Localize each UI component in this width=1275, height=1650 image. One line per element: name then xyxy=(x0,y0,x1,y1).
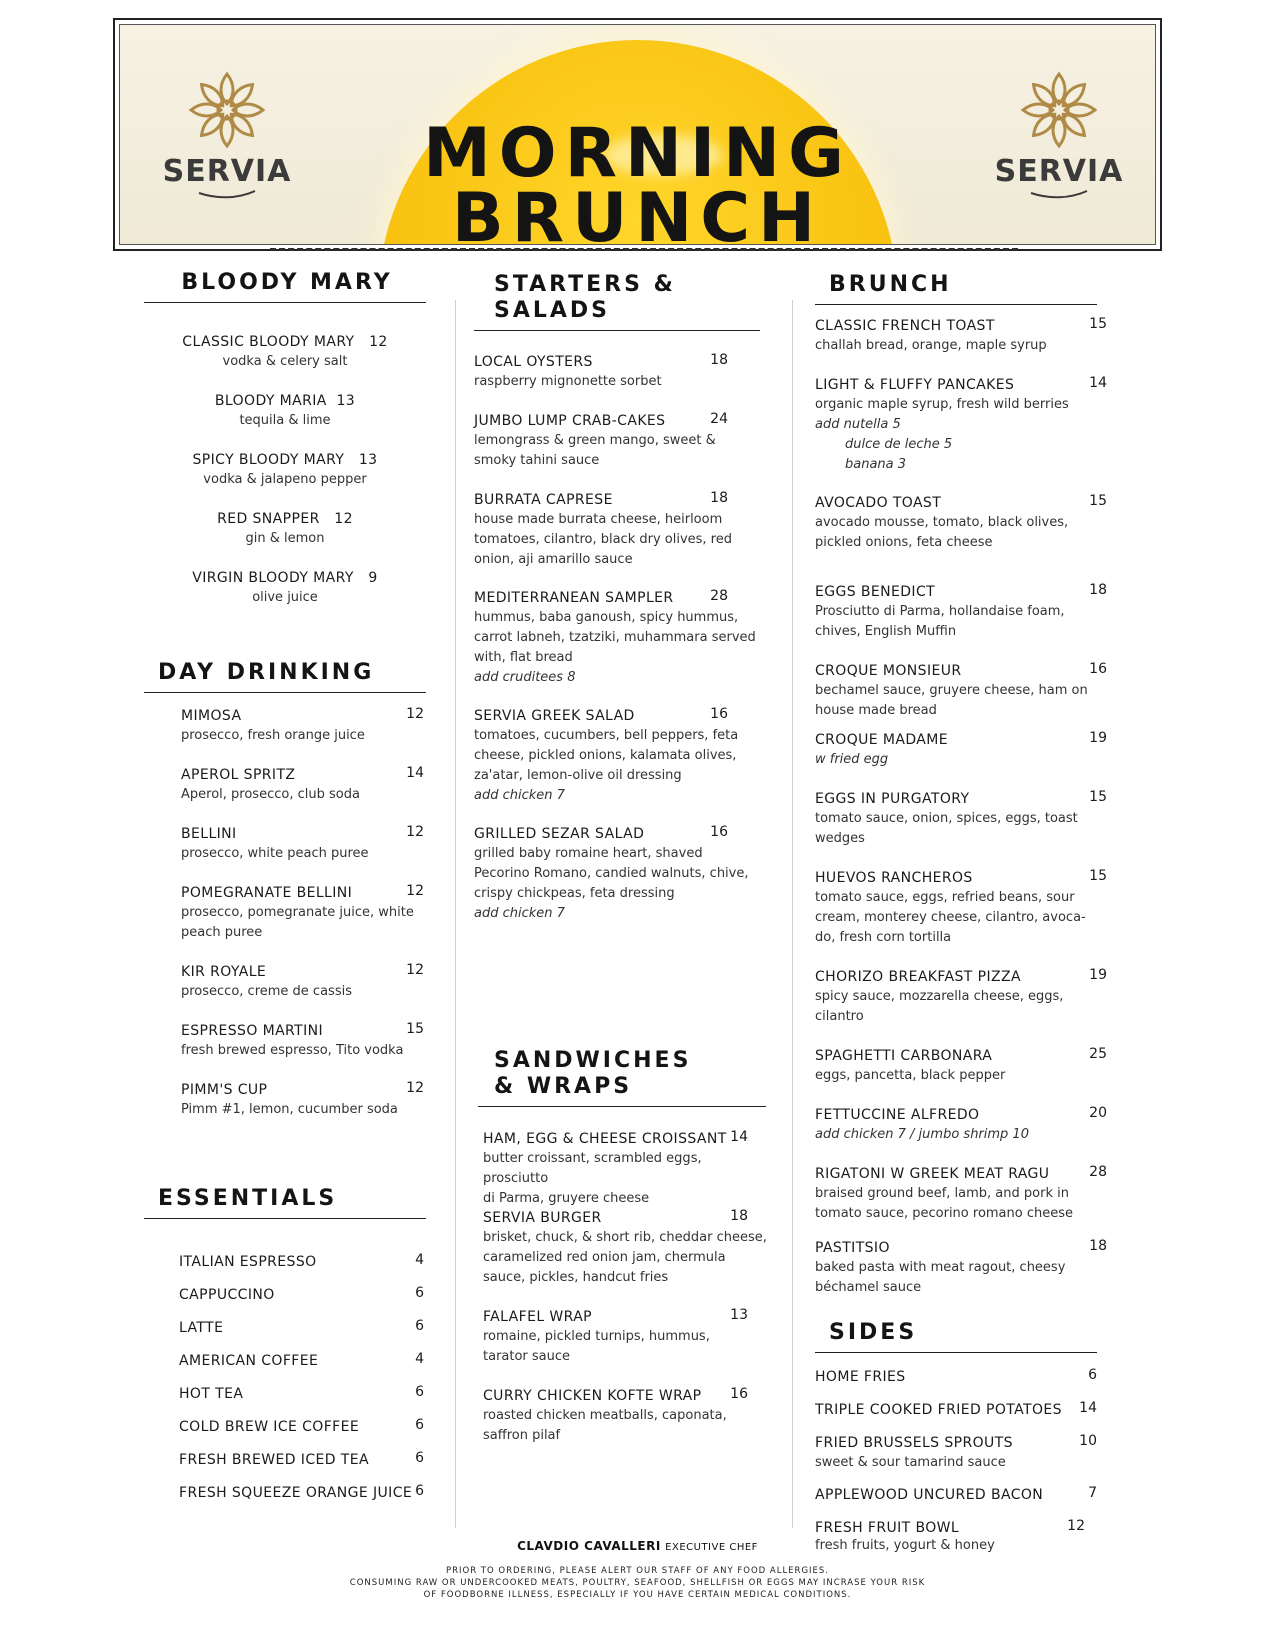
menu-item xyxy=(815,1046,1107,1086)
item-description: prosecco, pomegranate juice, white xyxy=(181,905,414,920)
menu-item xyxy=(474,352,760,392)
item-name: FRIED BRUSSELS SPROUTS xyxy=(815,1435,1013,1451)
item-description: vodka & celery salt xyxy=(222,354,348,369)
chef-name: CLAVDIO CAVALLERI xyxy=(517,1539,661,1553)
item-description: béchamel sauce xyxy=(815,1280,922,1295)
item-name: LIGHT & FLUFFY PANCAKES xyxy=(815,377,1015,393)
menu-item xyxy=(815,493,1107,553)
item-price: 15 xyxy=(1089,493,1107,509)
menu-item xyxy=(483,1307,768,1367)
item-description: tequila & lime xyxy=(239,413,331,428)
item-description: organic maple syrup, fresh wild berries xyxy=(815,397,1069,412)
section-title: SIDES xyxy=(829,1320,918,1345)
item-price: 18 xyxy=(1089,1238,1107,1254)
item-name: CHORIZO BREAKFAST PIZZA xyxy=(815,969,1021,985)
item-price: 9 xyxy=(368,570,378,586)
item-name: CROQUE MADAME xyxy=(815,732,948,748)
item-price: 19 xyxy=(1089,730,1107,746)
item-price: 13 xyxy=(730,1307,748,1323)
menu-item xyxy=(815,661,1107,721)
item-description: vodka & jalapeno pepper xyxy=(203,472,367,487)
item-price: 24 xyxy=(710,411,728,427)
item-description: Pimm #1, lemon, cucumber soda xyxy=(181,1102,398,1117)
item-description: bechamel sauce, gruyere cheese, ham on xyxy=(815,683,1088,698)
menu-item xyxy=(815,1164,1107,1224)
item-price: 15 xyxy=(1089,868,1107,884)
item-description: carrot labneh, tzatziki, muhammara served xyxy=(474,630,756,645)
item-name: HAM, EGG & CHEESE CROISSANT xyxy=(483,1131,727,1147)
item-name: AVOCADO TOAST xyxy=(815,495,942,511)
item-description: crispy chickpeas, feta dressing xyxy=(474,886,675,901)
item-description: Aperol, prosecco, club soda xyxy=(181,787,360,802)
item-name: PIMM'S CUP xyxy=(181,1082,268,1098)
item-price: 16 xyxy=(710,824,728,840)
item-name: HOME FRIES xyxy=(815,1369,906,1385)
item-name: EGGS BENEDICT xyxy=(815,584,936,600)
item-price: 4 xyxy=(415,1351,424,1367)
item-description: Pecorino Romano, candied walnuts, chive, xyxy=(474,866,749,881)
item-price: 14 xyxy=(1089,375,1107,391)
menu-item xyxy=(179,1483,424,1503)
section-essentials xyxy=(144,1186,426,1219)
item-name: FRESH FRUIT BOWL xyxy=(815,1520,960,1536)
item-description: olive juice xyxy=(252,590,318,605)
section-sandwiches-wraps xyxy=(478,1048,766,1107)
item-price: 28 xyxy=(1089,1164,1107,1180)
item-price: 12 xyxy=(406,962,424,978)
flower-logo-icon xyxy=(1019,70,1099,150)
item-name: MEDITERRANEAN SAMPLER xyxy=(474,590,674,606)
item-addon: add chicken 7 / jumbo shrimp 10 xyxy=(815,1127,1029,1142)
item-description: cream, monterey cheese, cilantro, avoca- xyxy=(815,910,1086,925)
item-description: tomato sauce, onion, spices, eggs, toast xyxy=(815,811,1078,826)
brand-wordmark: SERVIA xyxy=(162,154,292,189)
section-title: DAY DRINKING xyxy=(158,660,375,685)
item-price: 6 xyxy=(415,1450,424,1466)
item-description: braised ground beef, lamb, and pork in xyxy=(815,1186,1069,1201)
food-safety-notice: CONSUMING RAW OR UNDERCOOKED MEATS, POULTRY, SEAFOOD, SHELLFISH OR EGGS MAY INCRASE YOUR RISK xyxy=(349,1578,926,1588)
item-description: prosecco, white peach puree xyxy=(181,846,369,861)
item-description: prosecco, creme de cassis xyxy=(181,984,352,999)
item-name: EGGS IN PURGATORY xyxy=(815,791,970,807)
banner-inner xyxy=(119,24,1156,245)
section-rule xyxy=(815,1352,1097,1353)
section-title: BLOODY MARY xyxy=(181,270,393,295)
item-price: 18 xyxy=(710,490,728,506)
item-description: tomatoes, cucumbers, bell peppers, feta xyxy=(474,728,739,743)
item-description: peach puree xyxy=(181,925,263,940)
header-dashed-divider xyxy=(270,248,1018,251)
item-price: 19 xyxy=(1089,967,1107,983)
item-description: cilantro xyxy=(815,1009,864,1024)
item-price: 15 xyxy=(1089,789,1107,805)
menu-item xyxy=(144,332,426,372)
item-name: GRILLED SEZAR SALAD xyxy=(474,826,645,842)
menu-item xyxy=(483,1386,768,1446)
item-name: TRIPLE COOKED FRIED POTATOES xyxy=(815,1402,1062,1418)
menu-item xyxy=(179,1384,424,1404)
item-price: 20 xyxy=(1089,1105,1107,1121)
item-description: eggs, pancetta, black pepper xyxy=(815,1068,1006,1083)
menu-item xyxy=(815,1400,1097,1420)
item-description: baked pasta with meat ragout, cheesy xyxy=(815,1260,1066,1275)
item-name: SERVIA GREEK SALAD xyxy=(474,708,635,724)
section-brunch xyxy=(815,272,1097,305)
menu-item xyxy=(179,1417,424,1437)
section-rule xyxy=(478,1106,766,1107)
brand-wordmark: SERVIA xyxy=(994,154,1124,189)
section-title-line-2: & WRAPS xyxy=(494,1074,633,1099)
item-description: gin & lemon xyxy=(245,531,325,546)
item-description: Prosciutto di Parma, hollandaise foam, xyxy=(815,604,1065,619)
item-price: 15 xyxy=(1089,316,1107,332)
executive-chef-credit xyxy=(0,1539,1275,1553)
item-price: 7 xyxy=(1088,1485,1097,1501)
section-rule xyxy=(474,330,760,331)
item-addon: banana 3 xyxy=(845,457,907,472)
item-price: 12 xyxy=(406,1080,424,1096)
menu-item xyxy=(474,490,760,570)
item-name: FETTUCCINE ALFREDO xyxy=(815,1107,980,1123)
item-description: smoky tahini sauce xyxy=(474,453,600,468)
menu-item xyxy=(815,1367,1097,1387)
item-description: caramelized red onion jam, chermula xyxy=(483,1250,726,1265)
item-price: 6 xyxy=(415,1318,424,1334)
menu-item xyxy=(483,1129,768,1209)
item-description: raspberry mignonette sorbet xyxy=(474,374,662,389)
item-price: 12 xyxy=(406,706,424,722)
menu-item xyxy=(815,1433,1097,1473)
item-name: ITALIAN ESPRESSO xyxy=(179,1254,317,1270)
item-description: grilled baby romaine heart, shaved xyxy=(474,846,703,861)
section-rule xyxy=(144,1218,426,1219)
item-description: avocado mousse, tomato, black olives, xyxy=(815,515,1069,530)
menu-item xyxy=(181,1080,426,1120)
menu-title-line-2: BRUNCH xyxy=(451,179,824,245)
item-description: sweet & sour tamarind sauce xyxy=(815,1455,1006,1470)
item-price: 18 xyxy=(710,352,728,368)
menu-item xyxy=(144,509,426,549)
section-day-drinking xyxy=(144,660,426,693)
menu-item xyxy=(144,568,426,608)
item-price: 4 xyxy=(415,1252,424,1268)
item-name: RIGATONI W GREEK MEAT RAGU xyxy=(815,1166,1050,1182)
item-name: POMEGRANATE BELLINI xyxy=(181,885,353,901)
item-description: tarator sauce xyxy=(483,1349,571,1364)
section-title-line-2: SALADS xyxy=(494,298,611,323)
section-bloody-mary xyxy=(144,270,426,303)
item-description: tomatoes, cilantro, black dry olives, red xyxy=(474,532,732,547)
item-price: 15 xyxy=(406,1021,424,1037)
section-title: BRUNCH xyxy=(829,272,952,297)
item-description: challah bread, orange, maple syrup xyxy=(815,338,1047,353)
menu-item xyxy=(815,582,1107,642)
item-name: APPLEWOOD UNCURED BACON xyxy=(815,1487,1044,1503)
item-description: prosecco, fresh orange juice xyxy=(181,728,365,743)
menu-item xyxy=(474,824,760,924)
header-banner xyxy=(113,18,1162,251)
item-name: KIR ROYALE xyxy=(181,964,267,980)
section-title-line-1: SANDWICHES xyxy=(494,1048,692,1073)
food-safety-notice: OF FOODBORNE ILLNESS, ESPECIALLY IF YOU HAVE CERTAIN MEDICAL CONDITIONS. xyxy=(423,1590,852,1600)
menu-item xyxy=(483,1208,768,1288)
item-price: 12 xyxy=(369,334,388,350)
section-starters-salads xyxy=(474,272,760,331)
menu-item xyxy=(181,1021,426,1061)
item-description: roasted chicken meatballs, caponata, xyxy=(483,1408,727,1423)
item-name: VIRGIN BLOODY MARY xyxy=(192,570,354,586)
menu-item xyxy=(815,375,1107,475)
item-price: 10 xyxy=(1079,1433,1097,1449)
menu-item xyxy=(815,1105,1107,1145)
item-name: BELLINI xyxy=(181,826,237,842)
item-addon: w fried egg xyxy=(815,752,889,767)
item-name: COLD BREW ICE COFFEE xyxy=(179,1419,360,1435)
swash-icon xyxy=(197,189,257,199)
column-divider xyxy=(792,300,793,1528)
item-price: 6 xyxy=(415,1483,424,1499)
item-name: LATTE xyxy=(179,1320,224,1336)
item-name: LOCAL OYSTERS xyxy=(474,354,593,370)
item-name: SPICY BLOODY MARY xyxy=(192,452,345,468)
swash-icon xyxy=(1029,189,1089,199)
section-rule xyxy=(144,692,426,693)
menu-item xyxy=(815,789,1107,849)
item-name: CURRY CHICKEN KOFTE WRAP xyxy=(483,1388,702,1404)
item-description: with, flat bread xyxy=(474,650,573,665)
item-name: PASTITSIO xyxy=(815,1240,890,1256)
item-name: BURRATA CAPRESE xyxy=(474,492,613,508)
menu-item xyxy=(474,588,760,688)
item-description: saffron pilaf xyxy=(483,1428,561,1443)
menu-item xyxy=(179,1252,424,1272)
item-price: 6 xyxy=(415,1285,424,1301)
menu-item xyxy=(815,1238,1107,1298)
item-description: chives, English Muffin xyxy=(815,624,957,639)
item-name: MIMOSA xyxy=(181,708,242,724)
menu-item xyxy=(179,1318,424,1338)
item-price: 28 xyxy=(710,588,728,604)
item-price: 6 xyxy=(1088,1367,1097,1383)
item-price: 18 xyxy=(730,1208,748,1224)
menu-item xyxy=(181,824,426,864)
item-price: 25 xyxy=(1089,1046,1107,1062)
menu-item xyxy=(474,411,760,471)
item-name: CAPPUCCINO xyxy=(179,1287,275,1303)
menu-item xyxy=(815,868,1107,948)
menu-item xyxy=(815,730,1107,770)
servia-logo-right xyxy=(994,70,1124,199)
item-description: fresh fruits, yogurt & honey xyxy=(815,1538,995,1553)
item-name: APEROL SPRITZ xyxy=(181,767,296,783)
section-rule xyxy=(815,304,1097,305)
menu-item xyxy=(144,450,426,490)
item-addon: add chicken 7 xyxy=(474,788,565,803)
item-addon: dulce de leche 5 xyxy=(845,437,953,452)
section-rule xyxy=(144,302,426,303)
item-description: tomato sauce, eggs, refried beans, sour xyxy=(815,890,1075,905)
chef-title: EXECUTIVE CHEF xyxy=(665,1542,758,1553)
item-name: SPAGHETTI CARBONARA xyxy=(815,1048,993,1064)
item-description: onion, aji amarillo sauce xyxy=(474,552,633,567)
section-sides xyxy=(815,1320,1097,1353)
item-price: 12 xyxy=(334,511,353,527)
item-price: 13 xyxy=(358,452,378,468)
item-name: HOT TEA xyxy=(179,1386,244,1402)
menu-item xyxy=(181,706,426,746)
menu-item xyxy=(179,1450,424,1470)
item-description: do, fresh corn tortilla xyxy=(815,930,952,945)
item-description: house made burrata cheese, heirloom xyxy=(474,512,723,527)
menu-item xyxy=(815,1485,1097,1505)
menu-item xyxy=(815,967,1107,1027)
item-description: sauce, pickles, handcut fries xyxy=(483,1270,669,1285)
item-name: FRESH SQUEEZE ORANGE JUICE xyxy=(179,1485,413,1501)
item-price: 16 xyxy=(1089,661,1107,677)
servia-logo-left xyxy=(162,70,292,199)
item-description: za'atar, lemon-olive oil dressing xyxy=(474,768,682,783)
column-divider xyxy=(455,300,456,1528)
item-addon: add chicken 7 xyxy=(474,906,565,921)
menu-item xyxy=(179,1285,424,1305)
menu-item xyxy=(179,1351,424,1371)
item-description: brisket, chuck, & short rib, cheddar cheese, xyxy=(483,1230,767,1245)
flower-logo-icon xyxy=(187,70,267,150)
menu-item xyxy=(181,883,426,943)
menu-item xyxy=(474,706,760,806)
item-price: 14 xyxy=(730,1129,748,1145)
item-name: ESPRESSO MARTINI xyxy=(181,1023,324,1039)
item-addon: add nutella 5 xyxy=(815,417,901,432)
item-price: 14 xyxy=(1079,1400,1097,1416)
menu-item xyxy=(181,962,426,1002)
item-name: BLOODY MARIA xyxy=(214,393,327,409)
item-name: JUMBO LUMP CRAB-CAKES xyxy=(474,413,666,429)
item-price: 13 xyxy=(336,393,356,409)
item-description: tomato sauce, pecorino romano cheese xyxy=(815,1206,1074,1221)
item-description: spicy sauce, mozzarella cheese, eggs, xyxy=(815,989,1064,1004)
item-name: FALAFEL WRAP xyxy=(483,1309,593,1325)
item-description: pickled onions, feta cheese xyxy=(815,535,993,550)
item-description: wedges xyxy=(815,831,865,846)
item-name: RED SNAPPER xyxy=(217,511,320,527)
item-price: 16 xyxy=(730,1386,748,1402)
item-description: fresh brewed espresso, Tito vodka xyxy=(181,1043,404,1058)
item-description: butter croissant, scrambled eggs, prosciutto xyxy=(483,1151,702,1186)
item-price: 12 xyxy=(406,824,424,840)
item-addon: add cruditees 8 xyxy=(474,670,576,685)
item-description: lemongrass & green mango, sweet & xyxy=(474,433,716,448)
item-price: 12 xyxy=(1067,1518,1085,1534)
item-name: SERVIA BURGER xyxy=(483,1210,602,1226)
item-price: 6 xyxy=(415,1384,424,1400)
item-name: CLASSIC FRENCH TOAST xyxy=(815,318,995,334)
item-price: 6 xyxy=(415,1417,424,1433)
item-price: 12 xyxy=(406,883,424,899)
item-price: 14 xyxy=(406,765,424,781)
item-name: AMERICAN COFFEE xyxy=(179,1353,319,1369)
menu-item xyxy=(815,316,1107,356)
item-name: HUEVOS RANCHEROS xyxy=(815,870,973,886)
item-description: hummus, baba ganoush, spicy hummus, xyxy=(474,610,739,625)
item-description: di Parma, gruyere cheese xyxy=(483,1191,650,1206)
item-description: cheese, pickled onions, kalamata olives, xyxy=(474,748,737,763)
item-description: romaine, pickled turnips, hummus, xyxy=(483,1329,710,1344)
menu-item xyxy=(181,765,426,805)
menu-title-line-1: MORNING xyxy=(423,114,852,193)
section-title: ESSENTIALS xyxy=(158,1186,338,1211)
item-name: CROQUE MONSIEUR xyxy=(815,663,962,679)
item-name: FRESH BREWED ICED TEA xyxy=(179,1452,369,1468)
menu-item xyxy=(144,391,426,431)
item-price: 16 xyxy=(710,706,728,722)
item-price: 18 xyxy=(1089,582,1107,598)
section-title-line-1: STARTERS & xyxy=(494,272,676,297)
item-name: CLASSIC BLOODY MARY xyxy=(182,334,355,350)
allergy-notice: PRIOR TO ORDERING, PLEASE ALERT OUR STAFF OF ANY FOOD ALLERGIES. xyxy=(445,1566,830,1576)
item-description: house made bread xyxy=(815,703,937,718)
